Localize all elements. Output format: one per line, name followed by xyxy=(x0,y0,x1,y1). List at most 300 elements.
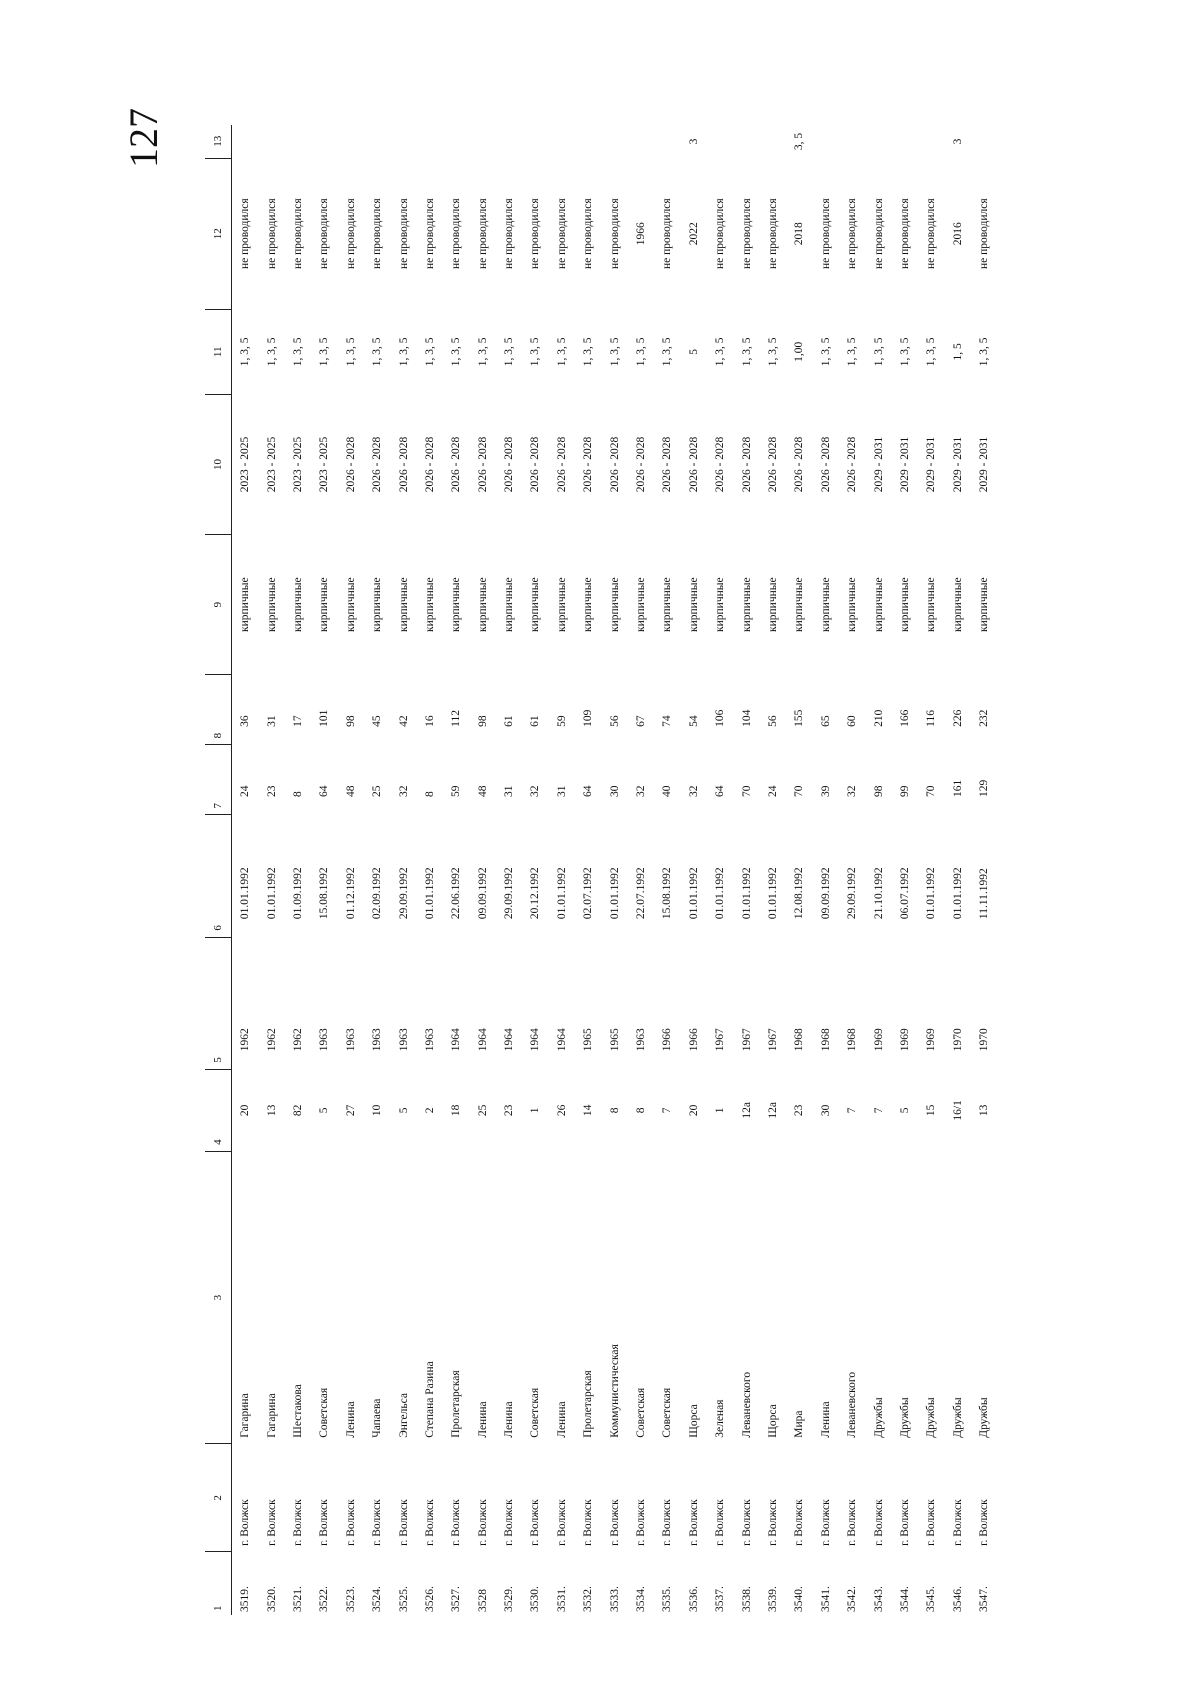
value-13-cell xyxy=(628,125,654,158)
value-8-cell: 36 xyxy=(239,715,252,727)
material-cell: кирпичные xyxy=(344,577,357,632)
city-cell: г. Волжск xyxy=(476,1499,489,1546)
table-row xyxy=(470,125,496,1615)
city-cell: г. Волжск xyxy=(951,1499,964,1546)
material-cell: кирпичные xyxy=(503,577,516,632)
value-11-cell: 1, 3, 5 xyxy=(608,337,621,367)
city-cell: г. Волжск xyxy=(239,1499,252,1546)
row-number: 3528 xyxy=(476,1589,489,1612)
row-number: 3526. xyxy=(423,1586,436,1612)
value-7-cell: 32 xyxy=(687,785,700,797)
value-13-cell xyxy=(311,125,337,158)
house-number-cell: 5 xyxy=(898,1107,911,1114)
period-cell: 2026 - 2028 xyxy=(423,436,436,493)
street-cell: Пролетарская xyxy=(450,1370,463,1438)
value-8-cell: 16 xyxy=(423,715,436,727)
last-repair-cell: не проводился xyxy=(740,198,753,270)
value-13-cell xyxy=(338,125,364,158)
row-number: 3521. xyxy=(291,1586,304,1612)
last-repair-cell: не проводился xyxy=(265,198,278,270)
year-built-cell: 1963 xyxy=(397,1028,410,1052)
value-11-cell: 1, 3, 5 xyxy=(318,337,331,367)
year-built-cell: 1969 xyxy=(898,1028,911,1052)
row-number: 3535. xyxy=(661,1586,674,1612)
value-7-cell: 98 xyxy=(872,785,885,797)
house-number-cell: 7 xyxy=(872,1107,885,1114)
value-11-cell: 1, 3, 5 xyxy=(661,337,674,367)
column-header: 2 xyxy=(205,1444,232,1552)
house-number-cell: 8 xyxy=(608,1107,621,1114)
value-7-cell: 39 xyxy=(819,785,832,797)
last-repair-cell: не проводился xyxy=(925,198,938,270)
street-cell: Советская xyxy=(318,1387,331,1438)
material-cell: кирпичные xyxy=(740,577,753,632)
table-row xyxy=(786,125,812,1615)
value-8-cell: 56 xyxy=(608,715,621,727)
year-built-cell: 1964 xyxy=(450,1028,463,1052)
material-cell: кирпичные xyxy=(318,577,331,632)
table-row xyxy=(654,125,680,1615)
material-cell: кирпичные xyxy=(582,577,595,632)
value-13-cell xyxy=(839,125,865,158)
row-number: 3543. xyxy=(872,1586,885,1612)
registration-date-cell: 01.01.1992 xyxy=(951,867,964,920)
material-cell: кирпичные xyxy=(872,577,885,632)
value-11-cell: 1, 3, 5 xyxy=(344,337,357,367)
year-built-cell: 1969 xyxy=(872,1028,885,1052)
table-row xyxy=(971,125,997,1615)
last-repair-cell: не проводился xyxy=(767,198,779,270)
value-13-cell xyxy=(390,125,416,158)
year-built-cell: 1963 xyxy=(318,1028,331,1052)
period-cell: 2026 - 2028 xyxy=(635,436,648,493)
city-cell: г. Волжск xyxy=(555,1499,568,1546)
house-number-cell: 8 xyxy=(635,1107,648,1114)
value-13-cell xyxy=(892,125,918,158)
year-built-cell: 1965 xyxy=(582,1028,595,1052)
material-cell: кирпичные xyxy=(423,577,436,632)
value-8-cell: 42 xyxy=(397,715,410,727)
value-11-cell: 1, 3, 5 xyxy=(582,337,595,367)
city-cell: г. Волжск xyxy=(450,1499,463,1546)
city-cell: г. Волжск xyxy=(291,1499,304,1546)
rotated-table-container xyxy=(205,125,991,1615)
period-cell: 2026 - 2028 xyxy=(661,436,674,493)
value-13-cell xyxy=(707,125,733,158)
house-number-cell: 12а xyxy=(740,1102,753,1119)
value-8-cell: 31 xyxy=(265,715,278,727)
period-cell: 2026 - 2028 xyxy=(582,436,595,493)
last-repair-cell: не проводился xyxy=(608,198,621,270)
value-7-cell: 30 xyxy=(608,785,621,797)
value-7-cell: 48 xyxy=(344,785,357,797)
registration-date-cell: 22.06.1992 xyxy=(450,867,463,920)
house-number-cell: 7 xyxy=(846,1107,859,1114)
value-7-cell: 129 xyxy=(978,779,991,797)
value-11-cell: 1, 3, 5 xyxy=(371,337,384,367)
last-repair-cell: не проводился xyxy=(555,198,568,270)
city-cell: г. Волжск xyxy=(318,1499,331,1546)
table-row xyxy=(311,125,337,1615)
value-13-cell xyxy=(601,125,627,158)
page-number: 127 xyxy=(121,108,166,168)
house-number-cell: 82 xyxy=(291,1104,304,1117)
registration-date-cell: 01.01.1992 xyxy=(239,867,252,920)
street-cell: Дружбы xyxy=(951,1397,964,1438)
table-row xyxy=(945,125,971,1615)
value-7-cell: 8 xyxy=(291,791,304,797)
registration-date-cell: 01.12.1992 xyxy=(344,867,357,920)
period-cell: 2029 - 2031 xyxy=(951,436,964,493)
row-number: 3530. xyxy=(529,1586,542,1612)
last-repair-cell: 2016 xyxy=(951,222,964,246)
city-cell: г. Волжск xyxy=(397,1499,410,1546)
value-13-cell xyxy=(417,125,443,158)
material-cell: кирпичные xyxy=(239,577,252,632)
value-8-cell: 109 xyxy=(582,709,595,727)
value-13-cell xyxy=(575,125,601,158)
value-8-cell: 61 xyxy=(503,715,516,727)
value-7-cell: 24 xyxy=(767,785,779,797)
city-cell: г. Волжск xyxy=(608,1499,621,1546)
table-row xyxy=(760,125,786,1615)
city-cell: г. Волжск xyxy=(925,1499,938,1546)
table-row xyxy=(813,125,839,1615)
value-13-cell xyxy=(285,125,311,158)
row-number: 3536. xyxy=(687,1586,700,1612)
last-repair-cell: не проводился xyxy=(529,198,542,270)
column-header: 6 xyxy=(205,815,232,937)
value-13-cell xyxy=(918,125,944,158)
last-repair-cell: не проводился xyxy=(846,198,859,270)
street-cell: Щорса xyxy=(687,1404,700,1438)
row-number: 3545. xyxy=(925,1586,938,1612)
table-row xyxy=(601,125,627,1615)
year-built-cell: 1966 xyxy=(687,1028,700,1052)
value-13-cell xyxy=(971,125,997,158)
value-8-cell: 67 xyxy=(635,715,648,727)
street-cell: Шестакова xyxy=(291,1384,304,1438)
city-cell: г. Волжск xyxy=(793,1499,806,1546)
last-repair-cell: не проводился xyxy=(423,198,436,270)
value-11-cell: 1, 3, 5 xyxy=(239,337,252,367)
house-number-cell: 1 xyxy=(529,1107,542,1114)
period-cell: 2026 - 2028 xyxy=(371,436,384,493)
period-cell: 2026 - 2028 xyxy=(740,436,753,493)
value-13-cell xyxy=(443,125,469,158)
value-13-cell xyxy=(733,125,759,158)
period-cell: 2026 - 2028 xyxy=(793,436,806,493)
value-13-cell xyxy=(364,125,390,158)
table-row xyxy=(918,125,944,1615)
value-11-cell: 1, 3, 5 xyxy=(846,337,859,367)
value-11-cell: 1, 3, 5 xyxy=(767,337,779,367)
city-cell: г. Волжск xyxy=(740,1499,753,1546)
street-cell: Чапаева xyxy=(371,1398,384,1438)
material-cell: кирпичные xyxy=(819,577,832,632)
street-cell: Ленина xyxy=(503,1401,516,1438)
value-7-cell: 59 xyxy=(450,785,463,797)
street-cell: Ленина xyxy=(819,1401,832,1438)
street-cell: Пролетарская xyxy=(582,1370,595,1438)
material-cell: кирпичные xyxy=(291,577,304,632)
material-cell: кирпичные xyxy=(265,577,278,632)
last-repair-cell: не проводился xyxy=(978,198,991,270)
house-number-cell: 25 xyxy=(476,1104,489,1117)
value-7-cell: 24 xyxy=(239,785,252,797)
city-cell: г. Волжск xyxy=(661,1499,674,1546)
house-number-cell: 14 xyxy=(582,1104,595,1117)
value-8-cell: 65 xyxy=(819,715,832,727)
registration-date-cell: 09.09.1992 xyxy=(476,867,489,920)
period-cell: 2029 - 2031 xyxy=(898,436,911,493)
value-11-cell: 1, 3, 5 xyxy=(476,337,489,367)
row-number: 3539. xyxy=(767,1586,779,1612)
street-cell: Дружбы xyxy=(925,1397,938,1438)
year-built-cell: 1963 xyxy=(423,1028,436,1052)
registration-date-cell: 21.10.1992 xyxy=(872,867,885,920)
street-cell: Леваневского xyxy=(846,1371,859,1438)
value-11-cell: 1,00 xyxy=(793,341,806,362)
value-8-cell: 104 xyxy=(740,709,753,727)
city-cell: г. Волжск xyxy=(529,1499,542,1546)
column-header: 1 xyxy=(205,1552,232,1615)
city-cell: г. Волжск xyxy=(898,1499,911,1546)
value-7-cell: 64 xyxy=(582,785,595,797)
period-cell: 2026 - 2028 xyxy=(819,436,832,493)
street-cell: Ленина xyxy=(555,1401,568,1438)
year-built-cell: 1962 xyxy=(291,1028,304,1052)
year-built-cell: 1962 xyxy=(239,1028,252,1052)
street-cell: Зеленая xyxy=(714,1399,727,1438)
value-8-cell: 54 xyxy=(687,715,700,727)
period-cell: 2029 - 2031 xyxy=(872,436,885,493)
table-row xyxy=(232,125,259,1615)
street-cell: Дружбы xyxy=(872,1397,885,1438)
value-7-cell: 161 xyxy=(951,779,964,797)
house-number-cell: 15 xyxy=(925,1104,938,1117)
value-11-cell: 1, 3, 5 xyxy=(819,337,832,367)
city-cell: г. Волжск xyxy=(635,1499,648,1546)
material-cell: кирпичные xyxy=(529,577,542,632)
value-11-cell: 1, 3, 5 xyxy=(291,337,304,367)
street-cell: Ленина xyxy=(344,1401,357,1438)
column-header: 3 xyxy=(205,1151,232,1443)
period-cell: 2023 - 2025 xyxy=(265,436,278,493)
row-number: 3520. xyxy=(265,1586,278,1612)
house-number-cell: 20 xyxy=(239,1104,252,1117)
value-11-cell: 1, 3, 5 xyxy=(635,337,648,367)
house-number-cell: 5 xyxy=(318,1107,331,1114)
period-cell: 2026 - 2028 xyxy=(608,436,621,493)
header-row xyxy=(205,125,232,1615)
registration-date-cell: 01.01.1992 xyxy=(740,867,753,920)
material-cell: кирпичные xyxy=(978,577,991,632)
last-repair-cell: не проводился xyxy=(371,198,384,270)
registration-date-cell: 29.09.1992 xyxy=(846,867,859,920)
registration-date-cell: 01.01.1992 xyxy=(767,867,779,920)
last-repair-cell: не проводился xyxy=(397,198,410,270)
value-7-cell: 8 xyxy=(423,791,436,797)
table-row xyxy=(707,125,733,1615)
last-repair-cell: не проводился xyxy=(819,198,832,270)
house-number-cell: 13 xyxy=(265,1104,278,1117)
value-11-cell: 1, 3, 5 xyxy=(265,337,278,367)
value-13-cell xyxy=(470,125,496,158)
year-built-cell: 1969 xyxy=(925,1028,938,1052)
material-cell: кирпичные xyxy=(767,577,779,632)
value-8-cell: 106 xyxy=(714,709,727,727)
value-13-cell xyxy=(813,125,839,158)
house-number-cell: 27 xyxy=(344,1104,357,1117)
street-cell: Энгельса xyxy=(397,1393,410,1438)
year-built-cell: 1967 xyxy=(767,1028,779,1052)
value-8-cell: 74 xyxy=(661,715,674,727)
value-8-cell: 166 xyxy=(898,709,911,727)
house-number-cell: 13 xyxy=(978,1104,991,1117)
period-cell: 2026 - 2028 xyxy=(714,436,727,493)
house-number-cell: 16/1 xyxy=(951,1100,964,1121)
street-cell: Дружбы xyxy=(898,1397,911,1438)
registration-date-cell: 01.01.1992 xyxy=(714,867,727,920)
street-cell: Гагарина xyxy=(265,1393,278,1438)
material-cell: кирпичные xyxy=(661,577,674,632)
last-repair-cell: не проводился xyxy=(503,198,516,270)
period-cell: 2029 - 2031 xyxy=(925,436,938,493)
registration-date-cell: 01.01.1992 xyxy=(608,867,621,920)
city-cell: г. Волжск xyxy=(371,1499,384,1546)
value-7-cell: 31 xyxy=(503,785,516,797)
row-number: 3531. xyxy=(555,1586,568,1612)
street-cell: Леваневского xyxy=(740,1371,753,1438)
period-cell: 2026 - 2028 xyxy=(846,436,859,493)
table-row xyxy=(865,125,891,1615)
city-cell: г. Волжск xyxy=(687,1499,700,1546)
year-built-cell: 1967 xyxy=(740,1028,753,1052)
last-repair-cell: не проводился xyxy=(450,198,463,270)
value-7-cell: 23 xyxy=(265,785,278,797)
material-cell: кирпичные xyxy=(925,577,938,632)
value-8-cell: 116 xyxy=(925,710,938,727)
column-header: 8 xyxy=(205,675,232,745)
table-row xyxy=(443,125,469,1615)
row-number: 3538. xyxy=(740,1586,753,1612)
value-11-cell: 1, 3, 5 xyxy=(898,337,911,367)
year-built-cell: 1968 xyxy=(793,1028,806,1052)
value-8-cell: 232 xyxy=(978,709,991,727)
period-cell: 2026 - 2028 xyxy=(555,436,568,493)
registration-date-cell: 01.01.1992 xyxy=(555,867,568,920)
value-13-cell: 3 xyxy=(687,138,700,145)
value-13-cell xyxy=(496,125,522,158)
house-number-cell: 12а xyxy=(767,1102,779,1119)
registration-date-cell: 22.07.1992 xyxy=(635,867,648,920)
registration-date-cell: 01.01.1992 xyxy=(265,867,278,920)
value-7-cell: 32 xyxy=(846,785,859,797)
year-built-cell: 1963 xyxy=(635,1028,648,1052)
value-8-cell: 155 xyxy=(793,709,806,727)
last-repair-cell: 2022 xyxy=(687,222,700,246)
material-cell: кирпичные xyxy=(846,577,859,632)
material-cell: кирпичные xyxy=(687,577,700,632)
street-cell: Мира xyxy=(793,1410,806,1438)
material-cell: кирпичные xyxy=(714,577,727,632)
house-number-cell: 23 xyxy=(793,1104,806,1117)
period-cell: 2023 - 2025 xyxy=(318,436,331,493)
city-cell: г. Волжск xyxy=(819,1499,832,1546)
value-8-cell: 98 xyxy=(344,715,357,727)
table-row xyxy=(892,125,918,1615)
value-11-cell: 1, 3, 5 xyxy=(740,337,753,367)
last-repair-cell: не проводился xyxy=(291,198,304,270)
value-7-cell: 70 xyxy=(925,785,938,797)
row-number: 3547. xyxy=(978,1586,991,1612)
row-number: 3534. xyxy=(635,1586,648,1612)
column-header: 13 xyxy=(205,125,232,158)
row-number: 3524. xyxy=(371,1586,384,1612)
column-header: 12 xyxy=(205,158,232,309)
value-8-cell: 101 xyxy=(318,709,331,727)
table-row xyxy=(364,125,390,1615)
value-8-cell: 56 xyxy=(767,715,779,727)
registration-date-cell: 29.09.1992 xyxy=(503,867,516,920)
column-header: 7 xyxy=(205,745,232,815)
registration-date-cell: 06.07.1992 xyxy=(898,867,911,920)
row-number: 3529. xyxy=(503,1586,516,1612)
value-7-cell: 31 xyxy=(555,785,568,797)
material-cell: кирпичные xyxy=(635,577,648,632)
table-row xyxy=(549,125,575,1615)
period-cell: 2026 - 2028 xyxy=(344,436,357,493)
column-header: 5 xyxy=(205,937,232,1069)
registration-date-cell: 20.12.1992 xyxy=(529,867,542,920)
registration-date-cell: 11.11.1992 xyxy=(978,868,991,920)
period-cell: 2026 - 2028 xyxy=(767,436,779,493)
last-repair-cell: не проводился xyxy=(714,198,727,270)
material-cell: кирпичные xyxy=(555,577,568,632)
last-repair-cell: не проводился xyxy=(661,198,674,270)
row-number: 3533. xyxy=(608,1586,621,1612)
value-7-cell: 70 xyxy=(740,785,753,797)
city-cell: г. Волжск xyxy=(344,1499,357,1546)
table-row xyxy=(496,125,522,1615)
year-built-cell: 1964 xyxy=(529,1028,542,1052)
material-cell: кирпичные xyxy=(608,577,621,632)
period-cell: 2026 - 2028 xyxy=(529,436,542,493)
period-cell: 2026 - 2028 xyxy=(450,436,463,493)
table-row xyxy=(258,125,284,1615)
row-number: 3541. xyxy=(819,1586,832,1612)
registration-date-cell: 02.07.1992 xyxy=(582,867,595,920)
value-7-cell: 25 xyxy=(371,785,384,797)
material-cell: кирпичные xyxy=(371,577,384,632)
year-built-cell: 1968 xyxy=(819,1028,832,1052)
registration-date-cell: 15.08.1992 xyxy=(318,867,331,920)
table-row xyxy=(681,125,707,1615)
value-11-cell: 1, 3, 5 xyxy=(925,337,938,367)
house-number-cell: 10 xyxy=(371,1104,384,1117)
value-13-cell xyxy=(522,125,548,158)
table-body xyxy=(232,125,998,1615)
table-row xyxy=(522,125,548,1615)
city-cell: г. Волжск xyxy=(503,1499,516,1546)
year-built-cell: 1970 xyxy=(978,1028,991,1052)
value-11-cell: 1, 3, 5 xyxy=(450,337,463,367)
row-number: 3532. xyxy=(582,1586,595,1612)
value-11-cell: 1, 3, 5 xyxy=(714,337,727,367)
registration-date-cell: 01.09.1992 xyxy=(291,867,304,920)
registration-date-cell: 01.01.1992 xyxy=(925,867,938,920)
